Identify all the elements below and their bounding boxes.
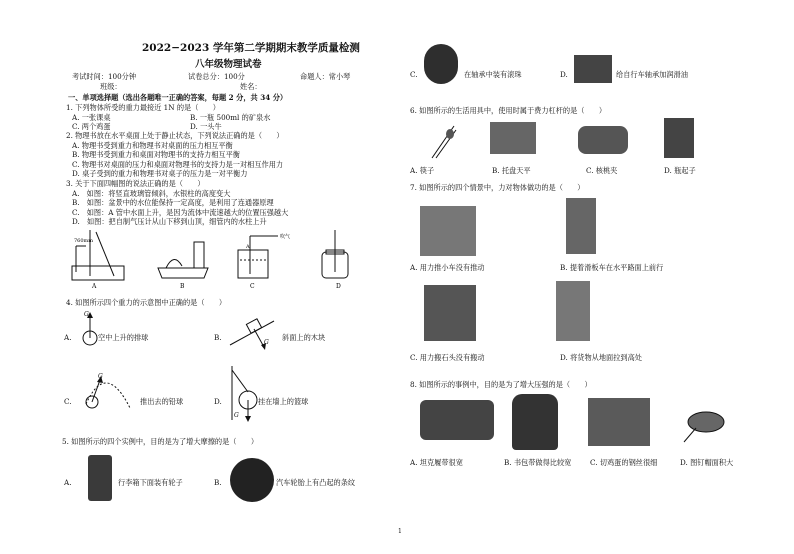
bottle-barometer-figure	[322, 230, 348, 278]
q4-option-d: D.	[214, 397, 222, 406]
exam-title: 2022−2023 学年第二学期期末教学质量检测	[142, 42, 360, 54]
q4-g-b: G	[264, 339, 269, 346]
q1-option-a: A. 一张课桌	[72, 113, 111, 122]
q4-text-d: 挂在墙上的篮球	[258, 397, 309, 406]
q6-option-c: C. 核桃夹	[586, 166, 618, 175]
bike-oil-image	[574, 55, 612, 83]
balance-image	[490, 122, 536, 154]
push-cart-image	[420, 206, 476, 256]
q4-g-c: G	[98, 373, 103, 380]
q8-option-d: D. 图钉帽面积大	[680, 458, 734, 467]
q5-text-a: 行李箱下面装有轮子	[118, 478, 183, 487]
q1-option-b: B. 一瓶 500ml 的矿泉水	[190, 113, 271, 122]
q8-option-b: B. 书包带做得比较宽	[504, 458, 572, 467]
q5-option-d: D.	[560, 70, 568, 79]
q5-option-a: A.	[64, 478, 72, 487]
q6-stem: 6. 如图所示的生活用具中，使用时属于费力杠杆的是（ ）	[410, 106, 607, 115]
q6-option-b: B. 托盘天平	[492, 166, 531, 175]
bottle-opener-image	[664, 118, 694, 158]
q3-option-d: D. 如图：把自制气压计从山下移到山顶，细管内的水柱上升	[72, 217, 267, 226]
q7-stem: 7. 如图所示的四个情景中，力对物体做功的是（ ）	[410, 183, 585, 192]
nutcracker-image	[578, 126, 628, 154]
fig-label-c: C	[250, 283, 255, 290]
pulley-cargo-image	[556, 281, 590, 341]
q6-option-a: A. 筷子	[410, 166, 435, 175]
total-score: 试卷总分：100分	[188, 72, 245, 81]
tank-image	[420, 400, 494, 440]
q4-g-d: G	[234, 412, 239, 419]
section-title: 一、单项选择题（选出各题唯一正确的答案，每题 2 分，共 34 分）	[68, 93, 288, 102]
q4-figure-a	[78, 310, 108, 350]
chopsticks-image	[428, 124, 458, 160]
fig-label-b: B	[180, 283, 185, 290]
q6-option-d: D. 瓶起子	[664, 166, 696, 175]
q4-option-b: B.	[214, 333, 222, 342]
q8-option-c: C. 切鸡蛋的钢丝很细	[590, 458, 658, 467]
q7-option-b: B. 提着滑板车在水平路面上前行	[560, 263, 664, 272]
fig-label-a: A	[92, 283, 97, 290]
page-number: 1	[398, 528, 402, 535]
q2-stem: 2. 物理书放在水平桌面上处于静止状态，下列说法正确的是（ ）	[66, 131, 284, 140]
q2-option-b: B. 物理书受到重力和桌面对物理书的支持力相互平衡	[72, 150, 240, 159]
fig-label-d: D	[336, 283, 341, 290]
backpack-image	[512, 394, 558, 450]
class-label: 班级：	[100, 82, 122, 91]
q7-option-d: D. 将货物从地面拉到高处	[560, 353, 642, 362]
q3-option-c: C. 如图：A 管中水面上升，是因为流体中流速越大的位置压强越大	[72, 208, 289, 217]
q8-option-a: A. 坦克履带很宽	[410, 458, 463, 467]
q7-option-c: C. 用力搬石头没有搬动	[410, 353, 485, 362]
q5-text-d: 给自行车轴承加润滑油	[616, 70, 688, 79]
q1-stem: 1. 下列物体所受的重力最接近 1N 的是（ ）	[66, 103, 220, 112]
name-label: 姓名：	[240, 82, 262, 91]
q4-figure-b	[228, 315, 278, 355]
fig-label-760mm: 760mm	[74, 238, 94, 244]
bearing-image	[424, 44, 458, 84]
egg-slicer-image	[588, 398, 650, 446]
scooter-image	[566, 198, 596, 254]
beaker-figure	[238, 236, 278, 278]
luggage-image	[88, 455, 112, 501]
thumbtack-image	[676, 408, 728, 448]
q8-stem: 8. 如图所示的事例中，目的是为了增大压强的是（ ）	[410, 380, 592, 389]
q3-option-a: A. 如图：将竖直玻璃管倾斜，水银柱的高度变大	[72, 189, 231, 198]
q3-option-b: B. 如图：盆景中的水位能保持一定高度，是利用了连通器原理	[72, 198, 274, 207]
tire-image	[230, 458, 274, 502]
q5-text-b: 汽车轮胎上有凸起的条纹	[276, 478, 356, 487]
exam-subtitle: 八年级物理试卷	[195, 59, 262, 70]
q4-figure-c	[78, 368, 138, 418]
q3-stem: 3. 关于下面四幅图的说法正确的是（ ）	[66, 179, 205, 188]
q4-option-a: A.	[64, 333, 72, 342]
q5-text-c: 在轴承中装有滚珠	[464, 70, 522, 79]
q4-text-b: 斜面上的木块	[282, 333, 326, 342]
author: 命题人：常小琴	[300, 72, 351, 81]
q1-option-d: D. 一头牛	[190, 122, 222, 131]
q2-option-d: D. 桌子受到的重力和物理书对桌子的压力是一对平衡力	[72, 169, 248, 178]
q4-g-a: G	[84, 311, 89, 318]
q5-option-c: C.	[410, 70, 418, 79]
q4-option-c: C.	[64, 397, 72, 406]
q5-stem: 5. 如图所示的四个实例中，目的是为了增大摩擦的是（ ）	[62, 437, 259, 446]
q1-option-c: C. 两个鸡蛋	[72, 122, 111, 131]
q2-option-a: A. 物理书受到重力和物理书对桌面的压力相互平衡	[72, 141, 233, 150]
bonsai-figure	[158, 242, 208, 278]
q4-stem: 4. 如图所示四个重力的示意图中正确的是（ ）	[66, 298, 227, 307]
q3-figures	[70, 228, 370, 290]
q2-option-c: C. 物理书对桌面的压力和桌面对物理书的支持力是一对相互作用力	[72, 160, 284, 169]
exam-time: 考试时间：100分钟	[72, 72, 137, 81]
q5-option-b: B.	[214, 478, 222, 487]
fig-label-blow: 吹气	[280, 234, 291, 240]
fig-label-tube-a: A	[246, 244, 250, 250]
lift-stone-image	[424, 285, 476, 341]
q4-text-c: 推出去的铅球	[140, 397, 184, 406]
q4-text-a: 空中上升的排球	[98, 333, 149, 342]
q7-option-a: A. 用力推小车没有推动	[410, 263, 485, 272]
